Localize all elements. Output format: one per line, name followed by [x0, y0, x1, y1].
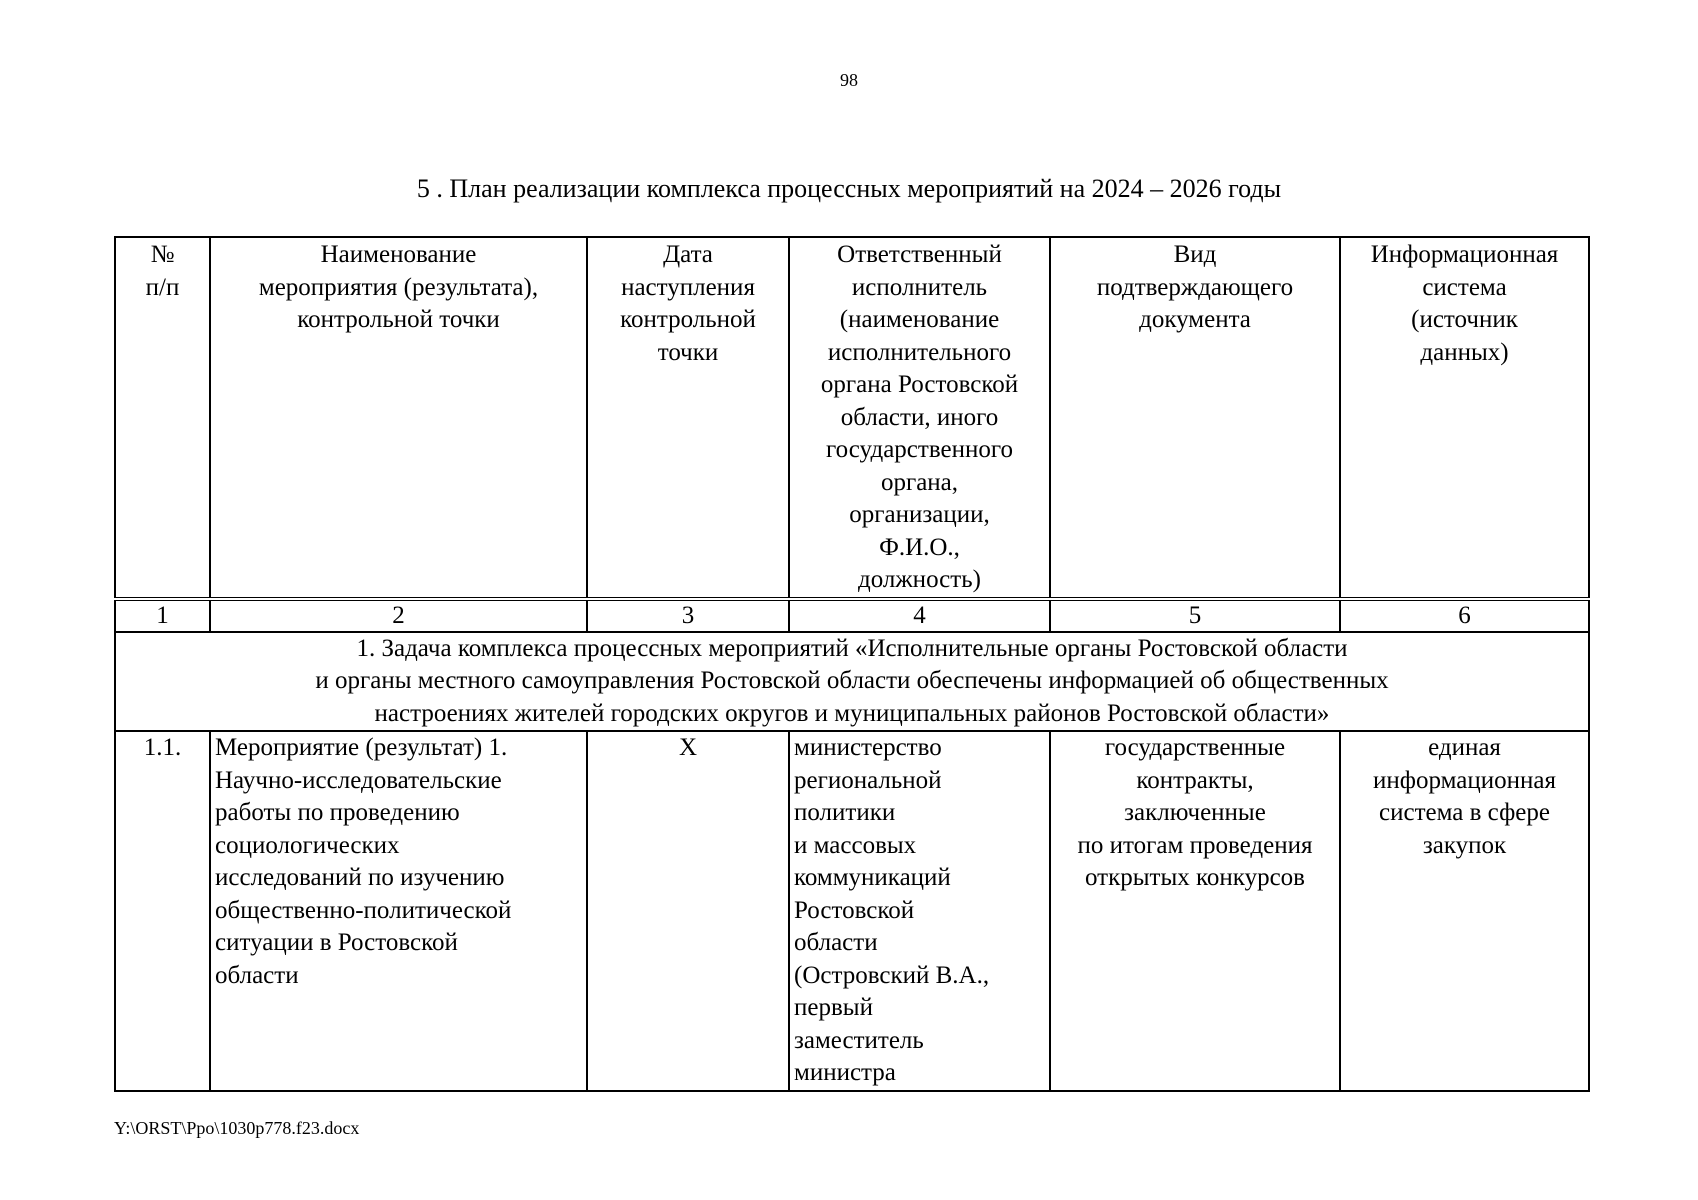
column-number: 3 [587, 599, 789, 632]
row-system-line: информационная [1373, 766, 1556, 794]
header-line: п/п [145, 273, 180, 301]
row-system-line: единая [1428, 734, 1501, 761]
header-col-responsible [789, 237, 1050, 599]
header-line: организации, [849, 501, 990, 528]
header-line: государственного [826, 436, 1013, 463]
row-system-line: закупок [1422, 831, 1507, 859]
row-responsible-line: первый [794, 994, 873, 1021]
header-line: контрольной [620, 306, 756, 333]
row-number: 1.1. [115, 731, 210, 1091]
header-line: мероприятия (результата), [258, 273, 539, 301]
task-line: настроениях жителей городских округов и муниципальных районов Ростовской области» [374, 699, 1330, 727]
row-name [210, 731, 587, 1091]
header-line: Ответственный [837, 241, 1002, 268]
header-col-date [587, 237, 789, 599]
row-date: Х [587, 731, 789, 1091]
header-line: данных) [1420, 338, 1509, 366]
header-line: (наименование [839, 306, 1000, 333]
header-line: система [1422, 273, 1507, 301]
row-name-line: работы по проведению [215, 799, 460, 826]
row-responsible-line: министра [794, 1059, 896, 1086]
column-number: 6 [1340, 599, 1589, 632]
plan-table [114, 236, 1590, 1092]
header-line: органа, [880, 468, 959, 496]
header-line: исполнительного [827, 338, 1012, 366]
row-name-line: ситуации в Ростовской [215, 929, 458, 956]
row-responsible [789, 731, 1050, 1091]
table-header-row [115, 237, 1589, 599]
header-line: Наименование [320, 241, 477, 268]
row-name-line: Мероприятие (результат) 1. [215, 734, 508, 761]
task-cell [115, 632, 1589, 732]
header-line: документа [1139, 306, 1251, 333]
header-line: области, иного [840, 403, 999, 431]
header-line: № [150, 241, 175, 268]
row-system-line: система в сфере [1379, 799, 1550, 826]
row-document [1050, 731, 1340, 1091]
header-line: Вид [1173, 241, 1217, 268]
row-document-line: открытых конкурсов [1085, 864, 1305, 891]
header-col-document [1050, 237, 1340, 599]
row-responsible-line: области [794, 929, 878, 956]
column-number: 1 [115, 599, 210, 632]
header-line: должность) [858, 566, 981, 593]
header-col-system [1340, 237, 1589, 599]
row-name-line: социологических [215, 831, 400, 859]
row-system [1340, 731, 1589, 1091]
header-line: органа Ростовской [820, 371, 1019, 398]
header-line: Дата [663, 241, 713, 268]
row-responsible-line: политики [794, 799, 896, 826]
header-col-number [115, 237, 210, 599]
row-name-line: области [215, 961, 299, 989]
header-line: Ф.И.О., [879, 533, 960, 561]
column-number-row [115, 599, 1589, 632]
footer-file-path: Y:\ORST\Ppo\1030p778.f23.docx [114, 1118, 360, 1138]
header-col-name [210, 237, 587, 599]
row-name-line: общественно-политической [215, 896, 512, 924]
row-document-line: контракты, [1136, 766, 1254, 794]
column-number: 4 [789, 599, 1050, 632]
row-document-line: по итогам проведения [1077, 831, 1313, 859]
row-document-line: заключенные [1124, 799, 1266, 826]
header-line: точки [657, 338, 719, 366]
row-responsible-line: (Островский В.А., [794, 961, 990, 989]
task-row [115, 632, 1589, 732]
table-row [115, 731, 1589, 1091]
row-responsible-line: министерство [794, 734, 942, 761]
task-line: 1. Задача комплекса процессных мероприятий «Исполнительные органы Ростовской области [356, 634, 1348, 662]
row-document-line: государственные [1104, 734, 1286, 761]
row-name-line: Научно-исследовательские [215, 766, 502, 794]
header-line: (источник [1411, 306, 1518, 333]
row-name-line: исследований по изучению [215, 864, 505, 891]
header-line: контрольной точки [297, 306, 500, 333]
column-number: 2 [210, 599, 587, 632]
row-responsible-line: региональной [794, 766, 942, 794]
column-number: 5 [1050, 599, 1340, 632]
header-line: подтверждающего [1096, 273, 1294, 301]
row-responsible-line: коммуникаций [794, 864, 951, 891]
row-responsible-line: заместитель [794, 1026, 924, 1054]
row-responsible-line: и массовых [794, 831, 917, 859]
task-line: и органы местного самоуправления Ростовской области обеспечены информацией об общественных [315, 667, 1389, 694]
header-line: наступления [621, 273, 755, 301]
document-title: 5 . План реализации комплекса процессных мероприятий на 2024 – 2026 годы [416, 174, 1282, 203]
page-number: 98 [840, 70, 858, 90]
header-line: Информационная [1370, 241, 1559, 268]
header-line: исполнитель [851, 273, 988, 301]
row-responsible-line: Ростовской [794, 896, 915, 924]
